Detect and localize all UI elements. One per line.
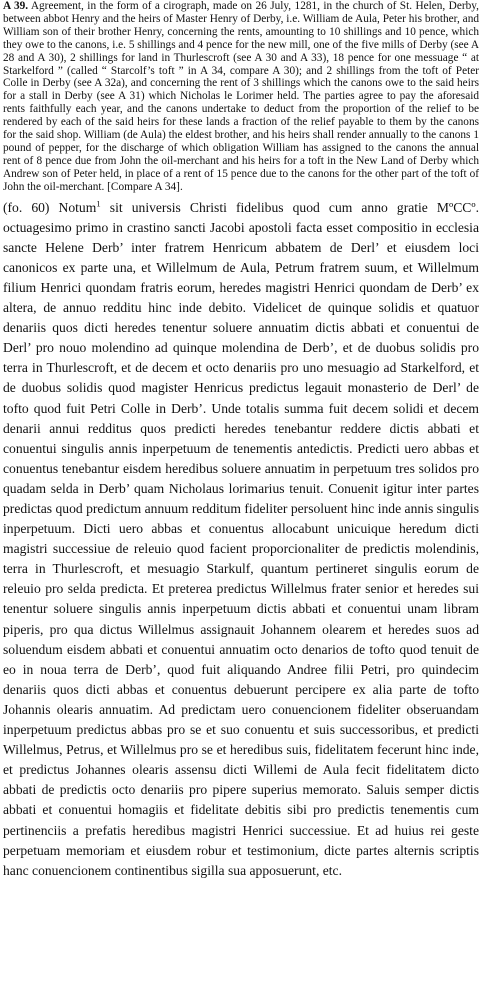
footnote-marker: 1 xyxy=(96,198,101,209)
latin-charter-text xyxy=(3,198,479,881)
folio-reference: (fo. 60) xyxy=(3,199,50,215)
entry-summary-text: Agreement, in the form of a cirograph, made on 26 July, 1281, in the church of St. Helen, Derby, between abbot Henry and the heirs of Master Henry of Derby, i.e. William de Aula, Peter his brother, and William son of their brother Henry, concerning the rents, amounting to 10 shillings and 10 pence, which they owe to the canons, i.e. 5 shillings and 4 pence for the new mill, one of the five mills of Derby (see A 28 and A 30), 2 shillings for land in Thurlescroft (see A 30 and A 33), 18 pence for one messuage “ at Starkelford ” (called “ Starcolf’s toft ” in A 34, compare A 30); and 2 shillings from the toft of Peter Colle in Derby (see A 32a), and concerning the rent of 3 shillings which the canons owe to the said heirs for a stall in Derby (see A 31) which Nicholas le Lorimer held. The parties agree to pay the aforesaid rents faithfully each year, and the canons undertake to deduct from the proportion of the relief to be rendered by each of the said heirs for these lands a fraction of the relief payable to them by the canons for the said shop. William (de Aula) the eldest brother, and his heirs shall render annually to the canons 1 pound of pepper, for the discharge of which obligation William has assigned to the canons the annual rent of 8 pence due from John the oil-merchant and his heirs for a toft in the New Land of Derby which Andrew son of Peter held, in place of a rent of 15 pence due to the canons for the other part of the toft of John the oil-merchant. [Compare A 34]. xyxy=(3,0,479,193)
charter-body: sit universis Christi fidelibus quod cum anno gratie MºCCº. octuagesimo primo in crastino sancti Jacobi apostoli facta esset compositio in ecclesia sancte Helene Derb’ inter fratrem Henricum abbatem de Derl’ et eiusdem loci canonicos ex parte una, et Willelmum de Aula, Petrum fratrem suum, et Willelmum filium Henrici quondam fratris eorum, heredes magistri Henrici quondam de Derb’ ex altera, de annuo redditu hinc inde debito. Videlicet de quinque solidis et quatuor denariis quos dicti heredes tenentur soluere annuatim dictis abbati et conuentui de Derl’ pro nouo molendino ad quinque molendina de Derb’, et de duobus solidis pro terra in Thurlescroft, et de decem et octo denariis pro uno mesuagio ad Starkelford, et de duobus solidis quod magister Henricus predictus legauit monasterio de Derl’ de tofto quod fuit Petri Colle in Derb’. Unde totalis summa fuit decem solidi et decem denarii annui redditus quos predicti heredes tenebantur reddere dictis abbati et conuentui singulis annis inperpetuum de tenementis antedictis. Predicti uero abbas et conuentus tenebantur eisdem heredibus soluere annuatim in perpetuum tres solidos pro quadam selda in Derb’ quam Nicholaus lorimarius tenuit. Conuenit igitur inter partes predictas quod predictum annuum redditum fideliter persoluent hinc inde annis singulis inperpetuum. Dicti uero abbas et conuentus allocabunt unicuique heredum dicti magistri successiue de releuio quod facient proporcionaliter de predictis molendinis, terra in Thurlescroft, et mesuagio Starkulf, quantum pertineret singulis eorum de releuio pro selda predicta. Et preterea predictus Willelmus frater senior et heredes sui tenentur soluere singulis annis inperpetuum dictis abbati et conuentui unam libram piperis, pro qua dictus Willelmus assignauit Johannem olearem et heredes suos ad soluendum eisdem abbati et conuentui annuatim octo denarios de tofto quod tenuit de eo in noua terra de Derb’, quod fuit aliquando Andree filii Petri, pro quindecim denariis quos dicti abbas et conuentus debuerunt percipere ex alia parte de tofto Johannis olearis annuatim. Ad predictam uero conuencionem fideliter obseruandam inperpetuum predictus abbas pro se et suo conuentu et suis successoribus, et predicti Willelmus, Petrus, et Willelmus pro se et heredibus suis, fidelitatem fecerunt hinc inde, et predictus Johannes olearis assensu dicti Willemi de Aula fecit fidelitatem dicto abbati de predictis octo denariis pro pipere superius memorato. Saluis semper dictis abbati et conuentui homagiis et fidelitate debitis sibi pro predictis tenementis cum pertinenciis a prefatis heredibus magistri Henrici successiue. Et ad huius rei geste perpetuam memoriam et eiusdem robur et testimonium, dicte partes alternis scriptis hanc conuencionem continentibus sigilla sua apposuerunt, etc. xyxy=(3,199,479,878)
document-page xyxy=(3,0,479,881)
entry-summary xyxy=(3,0,479,194)
charter-opening-word: Notum xyxy=(49,199,97,215)
entry-number: A 39. xyxy=(3,0,29,12)
